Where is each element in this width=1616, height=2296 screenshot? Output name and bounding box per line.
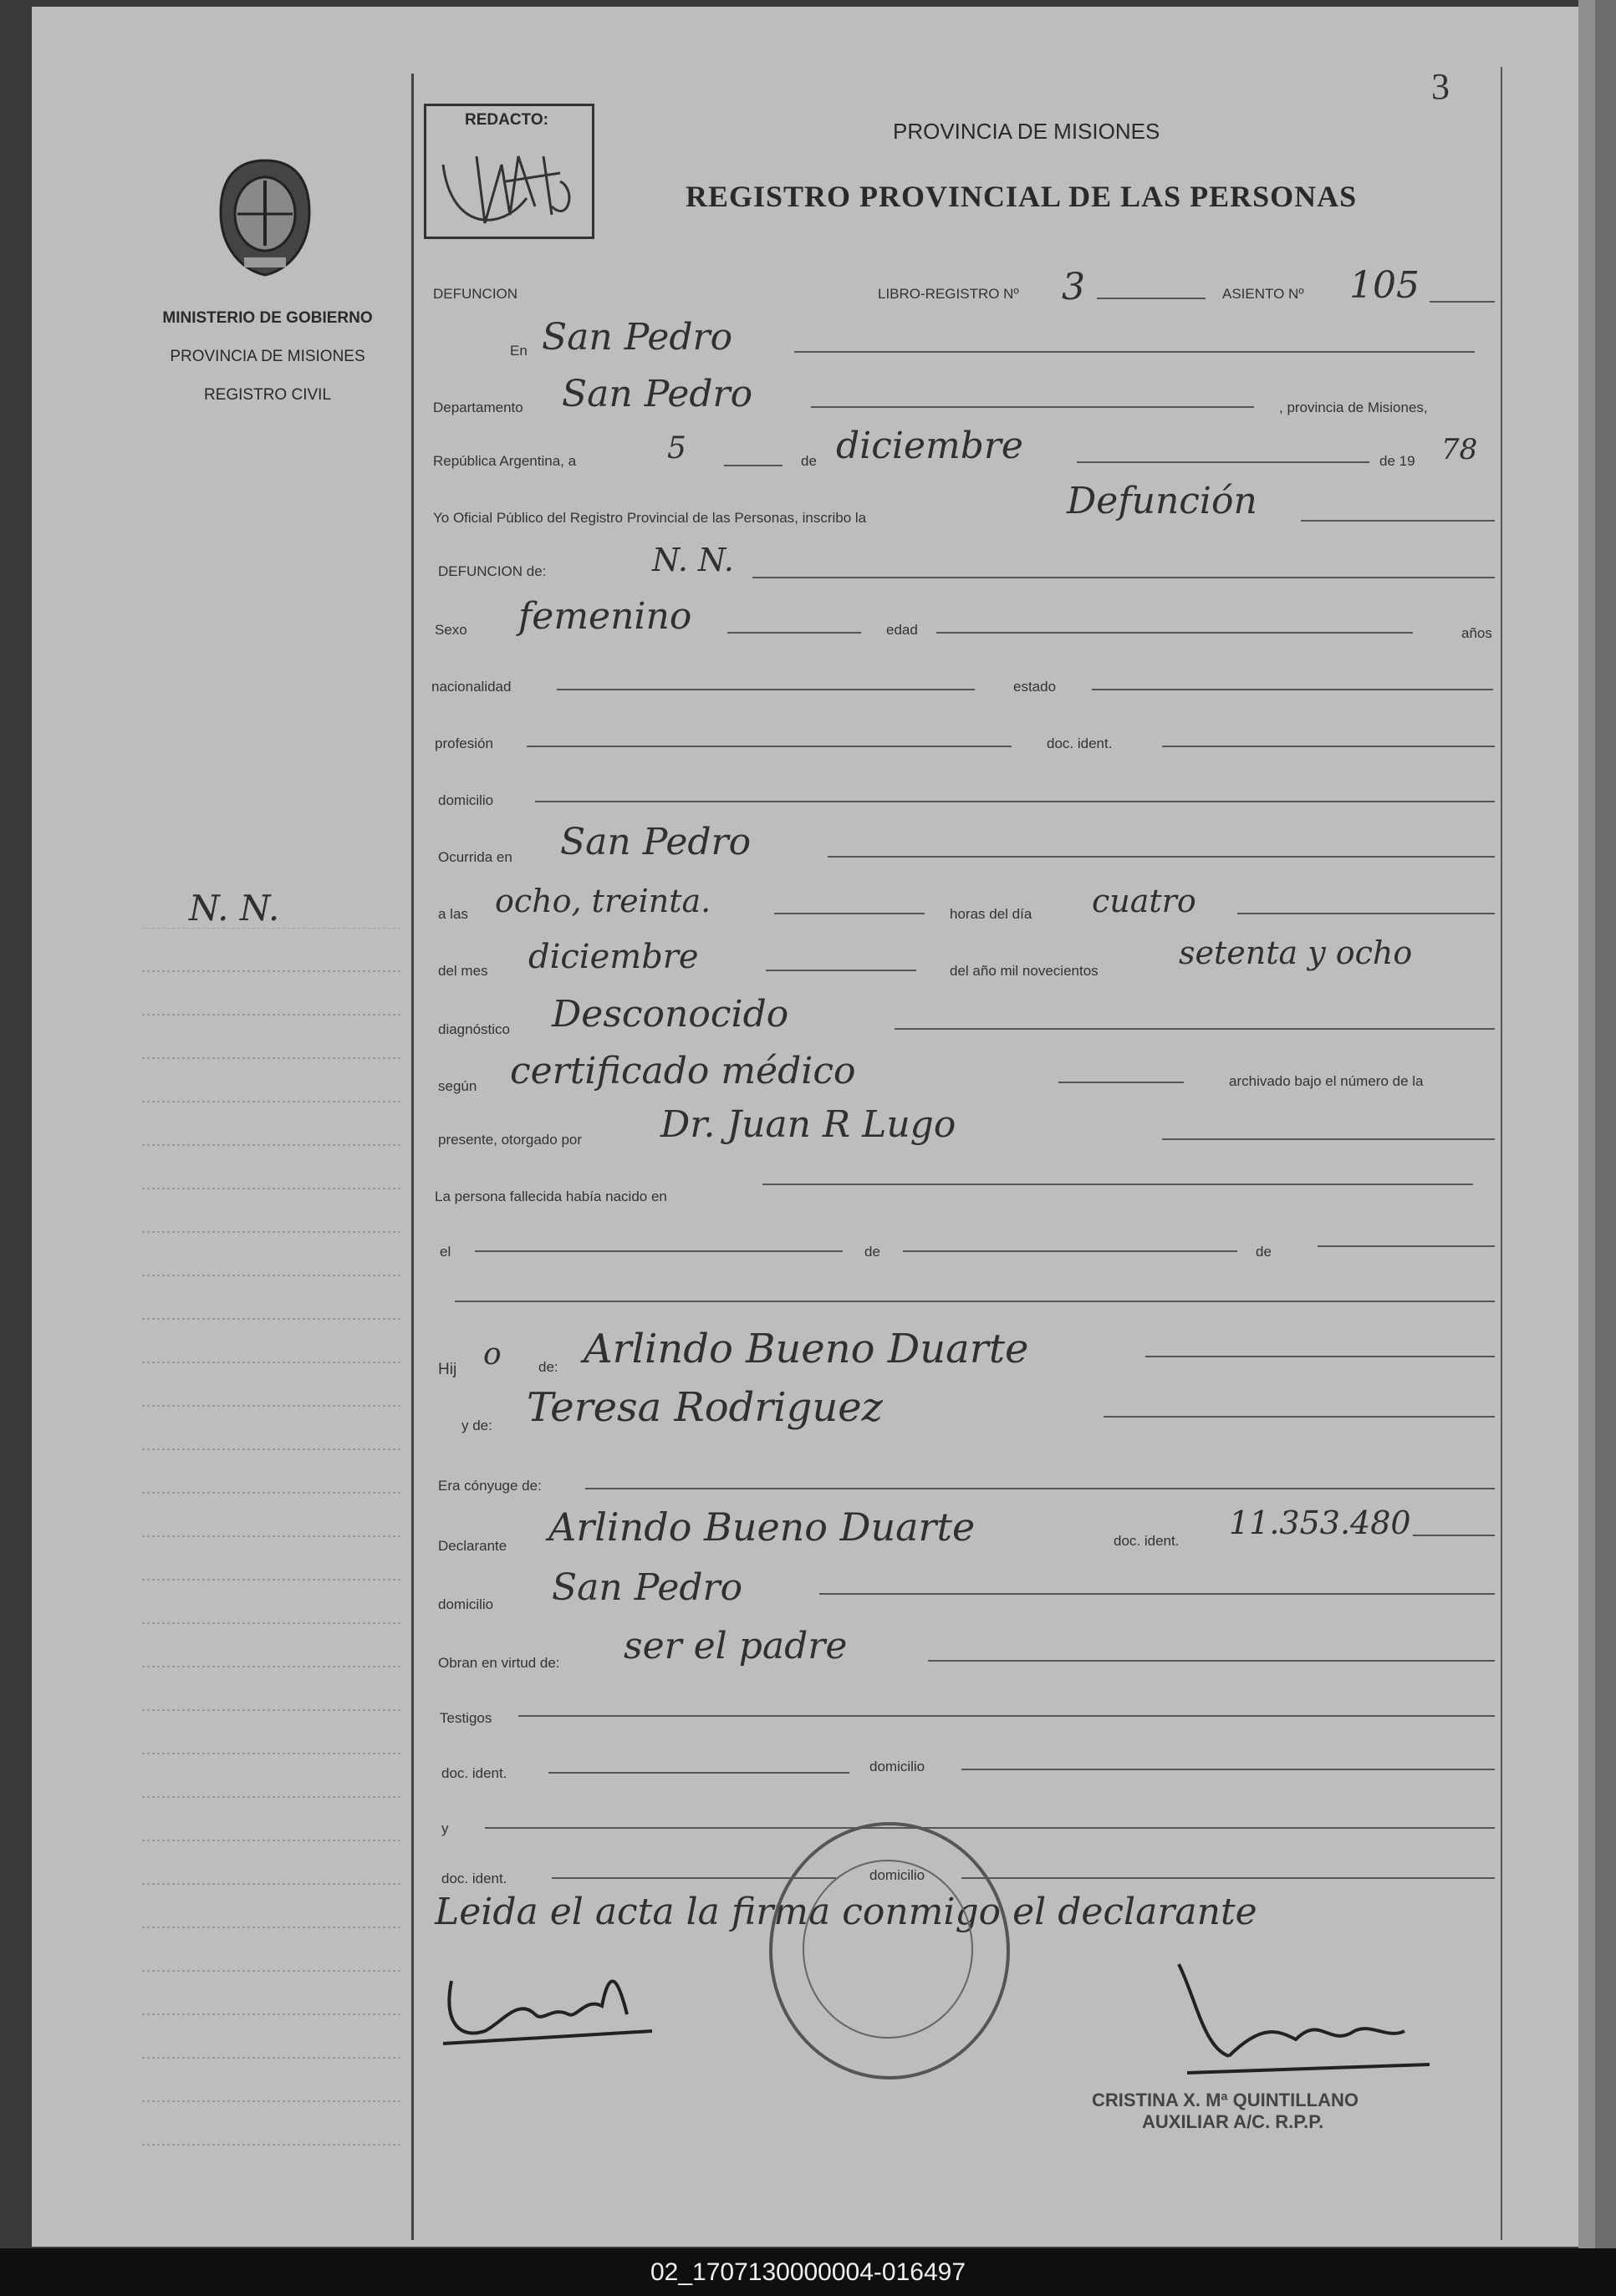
sexo-line (727, 632, 861, 634)
conyuge-label: Era cónyuge de: (438, 1478, 542, 1494)
domicilio3-line (961, 1769, 1495, 1770)
registro-civil-label: REGISTRO CIVIL (203, 386, 332, 404)
ocurrida-line (828, 856, 1495, 858)
dia-texto-line (1237, 913, 1495, 914)
ano-texto-value: setenta y ocho (1179, 934, 1413, 971)
dia-value: 5 (667, 431, 686, 466)
officer-name: CRISTINA X. Mª QUINTILLANO (1092, 2090, 1359, 2110)
doc-ident4-label: doc. ident. (441, 1871, 507, 1886)
redacto-label: REDACTO: (465, 111, 548, 129)
a-las-line (774, 913, 925, 914)
ocurrida-label: Ocurrida en (438, 849, 512, 865)
conyuge-line (585, 1488, 1495, 1489)
doc-declarante-line (1413, 1535, 1495, 1536)
y-line (485, 1827, 1495, 1829)
testigos-line (518, 1715, 1495, 1717)
nacido-en-label: La persona fallecida había nacido en (435, 1189, 667, 1204)
libro-label: LIBRO-REGISTRO Nº (878, 286, 1019, 302)
sexo-value: femenino (518, 595, 692, 638)
departamento-line (811, 406, 1254, 408)
right-margin-line (1501, 67, 1502, 2240)
del-mes-line (766, 970, 916, 971)
sexo-label: Sexo (435, 622, 467, 638)
redacto-signature (426, 106, 585, 232)
obran-label: Obran en virtud de: (438, 1655, 560, 1671)
republica-label: República Argentina, a (433, 453, 577, 469)
estado-line (1092, 689, 1493, 690)
official-stamp-inner (803, 1860, 973, 2039)
declarante-label: Declarante (438, 1538, 507, 1554)
book-edge-shadow (1595, 0, 1616, 2248)
domicilio-line (535, 801, 1495, 802)
officer-title: AUXILIAR A/C. R.P.P. (1142, 2111, 1324, 2132)
departamento-value: San Pedro (562, 373, 753, 415)
domicilio4-label: domicilio (869, 1867, 925, 1883)
header-title: REGISTRO PROVINCIAL DE LAS PERSONAS (686, 180, 1358, 213)
padre-label: de: (538, 1359, 558, 1375)
doc-ident3-label: doc. ident. (441, 1765, 507, 1781)
asiento-label: ASIENTO Nº (1222, 286, 1304, 302)
del-mes-value: diciembre (528, 938, 699, 976)
a-las-label: a las (438, 906, 468, 922)
header-provincia: PROVINCIA DE MISIONES (893, 119, 1160, 144)
madre-line (1104, 1416, 1495, 1418)
segun-line (1058, 1082, 1184, 1083)
obran-line (928, 1660, 1495, 1662)
el-line (475, 1250, 843, 1252)
inscribo-line (1301, 520, 1495, 522)
nacionalidad-line (557, 689, 975, 690)
defuncion-de-line (752, 577, 1495, 578)
diagnostico-value: Desconocido (552, 993, 789, 1036)
en-value: San Pedro (542, 316, 733, 359)
domicilio-label: domicilio (438, 792, 494, 808)
estado-label: estado (1013, 679, 1057, 695)
ministerio-title: MINISTERIO DE GOBIERNO (162, 309, 373, 327)
doc-ident-label: doc. ident. (1047, 736, 1113, 751)
el-label: el (440, 1244, 451, 1260)
nacido-en-line (762, 1184, 1473, 1185)
provincia-misiones-label: , provincia de Misiones, (1279, 400, 1428, 415)
mes-value: diciembre (836, 425, 1023, 467)
archivado-label: archivado bajo el número de la (1229, 1073, 1424, 1089)
ano-value: 78 (1441, 433, 1478, 466)
doc-ident3-line (548, 1772, 849, 1774)
hij-suffix-value: o (483, 1337, 502, 1372)
nacido-de2-line (1318, 1245, 1495, 1247)
presente-label: presente, otorgado por (438, 1132, 583, 1148)
diagnostico-label: diagnóstico (438, 1021, 511, 1037)
nacionalidad-label: nacionalidad (431, 679, 512, 695)
ocurrida-value: San Pedro (560, 821, 752, 863)
edad-line (936, 632, 1413, 634)
del-ano-label: del año mil novecientos (950, 963, 1099, 979)
asiento-value: 105 (1349, 264, 1420, 307)
declarante-value: Arlindo Bueno Duarte (548, 1504, 976, 1550)
margin-lines (142, 928, 410, 2156)
testigos-label: Testigos (440, 1710, 492, 1726)
libro-line (1097, 298, 1206, 299)
de-label: de (801, 453, 817, 469)
madre-label: y de: (461, 1418, 492, 1433)
nacido-de-line (903, 1250, 1237, 1252)
domicilio2-line (819, 1593, 1495, 1595)
asiento-line (1430, 301, 1495, 303)
page-number: 3 (1431, 66, 1450, 107)
dia-texto-value: cuatro (1092, 883, 1196, 919)
officer-stamp (1092, 2090, 1359, 2133)
en-line (794, 351, 1475, 353)
nacido-de2-label: de (1256, 1244, 1272, 1260)
coat-of-arms-seal (211, 154, 319, 279)
defuncion-de-label: DEFUNCION de: (438, 563, 547, 579)
obran-value: ser el padre (624, 1625, 848, 1667)
del-mes-label: del mes (438, 963, 488, 979)
edad-label: edad (886, 622, 918, 638)
ministerio-block (134, 299, 401, 415)
departamento-label: Departamento (433, 400, 523, 415)
segun-label: según (438, 1078, 477, 1094)
en-label: En (510, 343, 528, 359)
otorgado-line (1162, 1138, 1495, 1140)
defuncion-heading: DEFUNCION (433, 286, 518, 302)
officer-signature (1162, 1947, 1446, 2090)
domicilio3-label: domicilio (869, 1759, 925, 1774)
redacto-box (424, 104, 594, 239)
footer-id: 02_1707130000004-016497 (0, 2248, 1616, 2296)
doc-ident2-label: doc. ident. (1114, 1533, 1180, 1549)
anos-label: años (1461, 625, 1492, 641)
dia-line (724, 465, 783, 466)
defuncion-de-value: N. N. (652, 542, 734, 578)
a-las-value: ocho, treinta. (495, 883, 711, 919)
segun-value: certificado médico (510, 1050, 856, 1092)
domicilio4-line (961, 1877, 1495, 1879)
yo-oficial-label: Yo Oficial Público del Registro Provincial de las Personas, inscribo la (433, 510, 867, 526)
diagnostico-line (895, 1028, 1495, 1030)
domicilio2-label: domicilio (438, 1596, 494, 1612)
profesion-label: profesión (435, 736, 493, 751)
mes-line (1077, 461, 1369, 463)
doc-ident-line (1162, 746, 1495, 747)
padre-value: Arlindo Bueno Duarte (584, 1326, 1029, 1372)
horas-del-dia-label: horas del día (950, 906, 1032, 922)
inscribo-value: Defunción (1067, 480, 1257, 522)
padre-line (1145, 1356, 1495, 1357)
leida-statement: Leida el acta la firma conmigo el declarante (435, 1891, 1257, 1933)
provincia-label: PROVINCIA DE MISIONES (170, 348, 365, 365)
declarante-signature (435, 1947, 669, 2056)
de-19-label: de 19 (1379, 453, 1415, 469)
domicilio-declarante-value: San Pedro (552, 1566, 743, 1609)
doc-declarante-value: 11.353.480 (1229, 1504, 1411, 1541)
libro-value: 3 (1062, 266, 1085, 308)
margin-note: N. N. (189, 888, 280, 929)
blank-line (455, 1301, 1495, 1302)
y-label: y (441, 1820, 449, 1836)
column-divider (411, 74, 414, 2240)
hij-label: Hij (438, 1361, 457, 1378)
madre-value: Teresa Rodriguez (527, 1384, 883, 1431)
otorgado-value: Dr. Juan R Lugo (660, 1103, 956, 1146)
nacido-de-label: de (864, 1244, 880, 1260)
profesion-line (527, 746, 1012, 747)
